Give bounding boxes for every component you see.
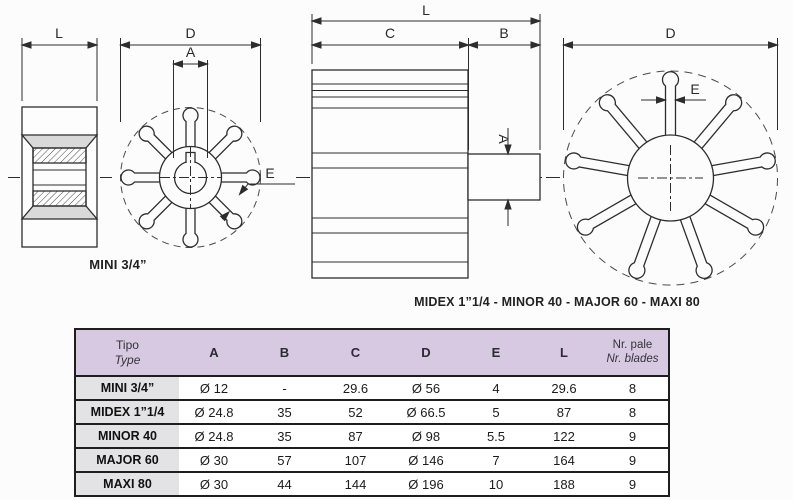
cell-C: 52 [348,404,363,420]
row-label: MAJOR 60 [75,448,179,472]
table-row [75,472,669,496]
impeller-blade [701,191,766,238]
dim-label-B: B [499,25,509,41]
body-outline [312,70,468,278]
midex-caption: MIDEX 1”1/4 - MINOR 40 - MAJOR 60 - MAXI 80 [414,295,700,309]
dim-label-A: A [496,134,512,144]
mini-side-view [8,107,112,247]
cell-L: 29.6 [551,380,577,396]
impeller-blade [709,152,777,179]
cell-C: 107 [344,452,367,468]
cell-D: Ø 196 [408,476,444,492]
cell-A: Ø 30 [199,452,229,468]
header-tipo [75,329,179,376]
cell-B: 35 [277,428,292,444]
cell-A: Ø 24.8 [194,428,234,444]
cell-A: Ø 24.8 [194,404,234,420]
table-row [75,448,669,472]
cell-E: 10 [488,476,504,492]
impeller-blade [217,170,261,185]
dim-label-D: D [665,25,676,41]
hub-chamfer-top [22,135,97,148]
cell-A: Ø 12 [199,380,229,396]
impeller-blade [183,204,198,248]
midex-side-view [296,70,562,278]
header-col-C: C [350,345,361,360]
row-label: MINOR 40 [75,424,179,448]
table-row [75,376,669,400]
impeller-blade [183,108,198,152]
dimension-mini-L [22,38,97,101]
cell-E: 7 [492,452,500,468]
cell-D: Ø 56 [411,380,441,396]
cell-blades: 9 [628,428,637,444]
header-col-D: D [421,345,431,360]
impeller-blade [574,191,639,238]
header-tipo-it: Tipo [116,338,139,353]
mini-impeller-front [121,108,261,248]
cell-E: 5 [492,404,500,420]
dim-label-L: L [55,25,63,41]
cell-B: 35 [277,404,292,420]
cell-D: Ø 146 [408,452,444,468]
hub-chamfer-bottom [22,206,97,219]
cell-blades: 8 [628,380,637,396]
table-row [75,400,669,424]
cell-C: 87 [348,428,363,444]
hatched-insert-bottom [33,191,86,206]
impeller-blade [677,213,715,281]
header-blades-en: Nr. blades [606,352,659,365]
cell-B: - [282,380,287,396]
table-header-row [75,329,669,376]
dim-label-A: A [185,44,196,60]
mini-caption: MINI 3/4” [89,257,147,272]
cell-L: 188 [553,476,575,492]
cell-A: Ø 30 [199,476,229,492]
dim-label-L: L [422,2,430,18]
cell-C: 144 [344,476,367,492]
cell-E: 4 [492,380,500,396]
cell-blades: 8 [628,404,637,420]
cell-L: 87 [556,404,572,420]
dim-label-C: C [384,25,396,41]
impeller-blade [627,213,665,281]
header-tipo-en: Type [114,352,141,367]
hatched-insert-top [33,148,86,163]
header-col-A: A [209,345,219,360]
header-col-B: B [279,345,290,360]
spec-table [74,328,670,497]
cell-B: 44 [277,476,292,492]
table-row [75,424,669,448]
dim-label-E: E [690,81,700,97]
impeller-blade [121,170,165,185]
cell-L: 164 [553,452,575,468]
row-label: MINI 3/4” [75,376,179,400]
dim-label-D: D [185,25,196,41]
shaft-outline [468,154,540,200]
impeller-blade [596,91,651,152]
header-blades [597,329,669,376]
cell-E: 5.5 [486,428,506,444]
row-label: MAXI 80 [75,472,179,496]
impeller-blade [690,91,745,152]
header-col-L: L [560,345,568,360]
cell-D: Ø 98 [411,428,441,444]
cell-D: Ø 66.5 [406,404,446,420]
row-label: MIDEX 1”1/4 [75,400,179,424]
cell-L: 122 [553,428,575,444]
cell-B: 57 [277,452,292,468]
cell-C: 29.6 [342,380,369,396]
midex-impeller-front [564,71,778,285]
dim-label-E: E [265,165,275,181]
impeller-blade [564,152,632,179]
header-col-E: E [491,345,501,360]
impeller-blade [663,72,679,138]
cell-blades: 9 [628,452,637,468]
cell-blades: 9 [628,476,637,492]
header-blades-it: Nr. pale [612,338,653,351]
